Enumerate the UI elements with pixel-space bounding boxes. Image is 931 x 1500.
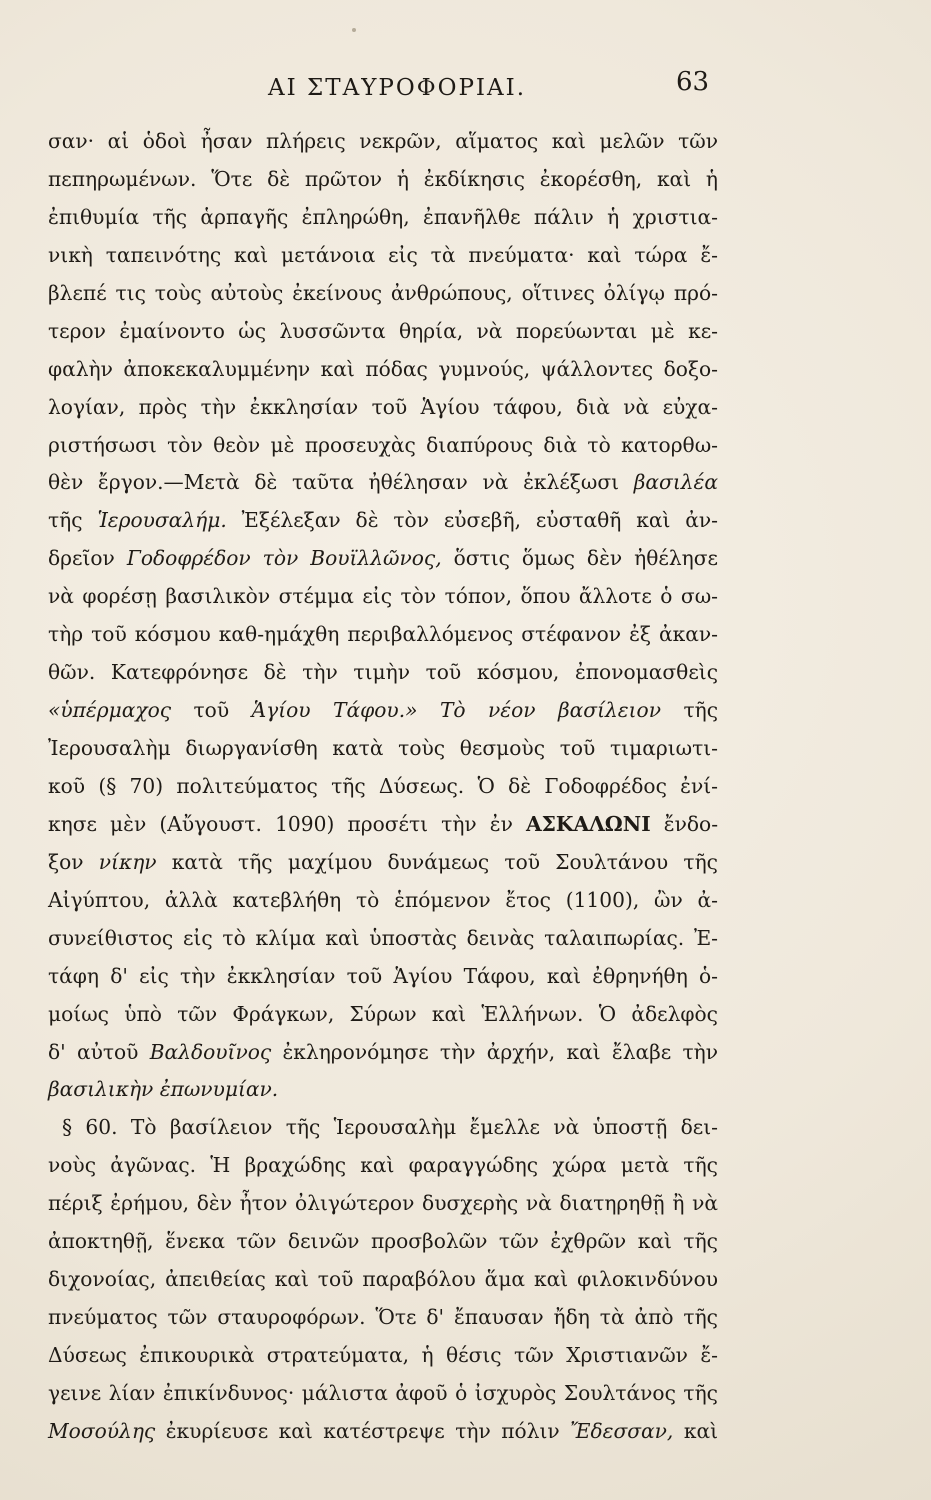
text-segment: δ' αὐτοῦ (48, 1039, 139, 1064)
text-segment: καὶ (683, 1418, 719, 1443)
text-line: Δύσεως ἐπικουρικὰ στρατεύματα, ἡ θέσις τῶν Χριστιανῶν ἔ- (48, 1343, 718, 1367)
text-segment: ἐκληρονόμησε τὴν ἀρχήν, καὶ ἔλαβε τὴν (282, 1039, 719, 1064)
italic-phrase: «ὑπέρμαχος (48, 698, 172, 723)
body-text (48, 123, 718, 1451)
text-line: φαλὴν ἀποκεκαλυμμένην καὶ πόδας γυμνούς, ψάλλοντες δοξο- (48, 356, 718, 381)
text-segment: προσέτι τὴν ἐν (347, 811, 513, 836)
text-line: Ἰερουσαλὴμ διωργανίσθη κατὰ τοὺς θεσμοὺς τοῦ τιμαριωτι- (48, 736, 718, 760)
text-line: τάφη δ' εἰς τὴν ἐκκλησίαν τοῦ Ἁγίου Τάφου, καὶ ἐθρηνήθη ὁ- (48, 963, 718, 988)
italic-phrase: Ἱερουσαλήμ. (97, 508, 227, 533)
italic-phrase: Βαλδουῖνος (149, 1039, 272, 1064)
text-segment: κατὰ τῆς μαχίμου δυνάμεως τοῦ Σουλτάνου τῆς (171, 849, 718, 874)
italic-phrase: νίκην (98, 849, 157, 874)
text-segment: Ἐξέλεξαν δὲ τὸν εὐσεβῆ, εὐσταθῆ καὶ ἀν- (241, 508, 718, 533)
text-line (48, 692, 718, 730)
text-segment: ΑΣΚΑΛΩΝΙ (526, 811, 651, 836)
text-line: ριστήσωσι τὸν θεὸν μὲ προσευχὰς διαπύρους διὰ τὸ κατορθω- (48, 432, 718, 457)
italic-phrase: Μοσούλης (48, 1418, 156, 1443)
text-line: νοὺς ἀγῶνας. Ἡ βραχώδης καὶ φαραγγώδης χώρα μετὰ τῆς (48, 1153, 718, 1178)
text-line: διχονοίας, ἀπειθείας καὶ τοῦ παραβόλου ἅμα καὶ φιλοκινδύνου (48, 1267, 718, 1292)
running-head: ΑΙ ΣΤΑΥΡΟΦΟΡΙΑΙ. (268, 75, 527, 101)
text-line (48, 1034, 718, 1072)
text-line: πνεύματος τῶν σταυροφόρων. Ὅτε δ' ἔπαυσαν ἤδη τὰ ἀπὸ τῆς (48, 1305, 718, 1330)
text-segment: τῆς (48, 508, 83, 533)
italic-phrase: βασιλέα (633, 470, 719, 495)
text-segment: δρεῖον (48, 546, 115, 571)
italic-phrase: Γοδοφρέδον τὸν Βουϊλλῶνος, (126, 546, 442, 571)
text-segment: (1100), (565, 887, 640, 912)
text-line (48, 464, 718, 502)
text-line: νικὴ ταπεινότης καὶ μετάνοια εἰς τὰ πνεύματα· καὶ τώρα ἔ- (48, 242, 718, 267)
text-segment: ξον (48, 849, 84, 874)
text-line (48, 844, 718, 882)
page-number: 63 (676, 67, 710, 97)
italic-phrase: Τὸ νέον βασίλειον (439, 698, 661, 723)
text-line (48, 1413, 718, 1451)
text-line: πέριξ ἐρήμου, δὲν ἦτον ὀλιγώτερον δυσχερὴς νὰ διατηρηθῇ ἢ νὰ (48, 1191, 718, 1216)
text-line: λογίαν, πρὸς τὴν ἐκκλησίαν τοῦ Ἁγίου τάφου, διὰ νὰ εὐχα- (48, 394, 718, 419)
text-line: βλεπέ τις τοὺς αὐτοὺς ἐκείνους ἀνθρώπους, οἵτινες ὀλίγῳ πρό- (48, 280, 718, 305)
text-line: γεινε λίαν ἐπικίνδυνος· μάλιστα ἀφοῦ ὁ ἰσχυρὸς Σουλτάνος τῆς (48, 1380, 718, 1405)
text-segment: τοῦ (193, 698, 230, 723)
text-line: μοίως ὑπὸ τῶν Φράγκων, Σύρων καὶ Ἑλλήνων. Ὁ ἀδελφὸς (48, 1001, 718, 1026)
page-speck (352, 28, 356, 32)
text-segment: κησε μὲν (Αὔγουστ. (48, 811, 262, 836)
text-line: κοῦ (§ 70) πολιτεύματος τῆς Δύσεως. Ὁ δὲ Γοδοφρέδος ἐνί- (48, 773, 718, 798)
text-line: τερον ἐμαίνοντο ὡς λυσσῶντα θηρία, νὰ πορεύωνται μὲ κε- (48, 318, 718, 343)
italic-phrase: Ἁγίου Τάφου.» (251, 698, 418, 723)
text-segment: θὲν ἔργον.—Μετὰ δὲ ταῦτα ἠθέλησαν νὰ ἐκλέξωσι (48, 470, 620, 495)
text-segment: ὅστις ὅμως δὲν ἠθέλησε (453, 546, 718, 571)
text-line (48, 1071, 718, 1109)
text-segment: ἔνδο- (663, 811, 719, 836)
page-header (0, 67, 931, 104)
text-line: ἐπιθυμία τῆς ἁρπαγῆς ἐπληρώθη, ἐπανῆλθε πάλιν ἡ χριστια- (48, 204, 718, 229)
text-line: νὰ φορέσῃ βασιλικὸν στέμμα εἰς τὸν τόπον, ὅπου ἄλλοτε ὁ σω- (48, 584, 718, 609)
text-segment: Αἰγύπτου, ἀλλὰ κατεβλήθη τὸ ἑπόμενον ἔτος (48, 887, 551, 912)
italic-phrase: βασιλικὴν ἐπωνυμίαν. (48, 1077, 279, 1102)
text-line (48, 806, 718, 844)
italic-phrase: Ἔδεσσαν, (570, 1418, 674, 1443)
text-line: θῶν. Κατεφρόνησε δὲ τὴν τιμὴν τοῦ κόσμου, ἐπονομασθεὶς (48, 660, 718, 685)
text-segment: ὢν ἀ- (654, 887, 719, 912)
text-line: ἀποκτηθῇ, ἕνεκα τῶν δεινῶν προσβολῶν τῶν ἐχθρῶν καὶ τῆς (48, 1229, 718, 1254)
text-segment: τῆς (683, 698, 719, 723)
text-line: σαν· αἱ ὁδοὶ ἦσαν πλήρεις νεκρῶν, αἵματος καὶ μελῶν τῶν (48, 129, 718, 153)
text-line (48, 502, 718, 540)
text-segment: 1090) (275, 811, 335, 836)
section-heading-line: § 60. Τὸ βασίλειον τῆς Ἱερουσαλὴμ ἔμελλε νὰ ὑποστῇ δει- (62, 1115, 718, 1140)
text-line: πεπηρωμένων. Ὅτε δὲ πρῶτον ἡ ἐκδίκησις ἐκορέσθη, καὶ ἡ (48, 166, 718, 191)
text-segment: ἐκυρίευσε καὶ κατέστρεψε τὴν πόλιν (165, 1418, 560, 1443)
text-line: τὴρ τοῦ κόσμου καθ-ημάχθη περιβαλλόμενος στέφανον ἐξ ἀκαν- (48, 622, 718, 647)
text-line (48, 882, 718, 920)
text-line: συνείθιστος εἰς τὸ κλίμα καὶ ὑποστὰς δεινὰς ταλαιπωρίας. Ἐ- (48, 925, 718, 950)
text-line (48, 540, 718, 578)
